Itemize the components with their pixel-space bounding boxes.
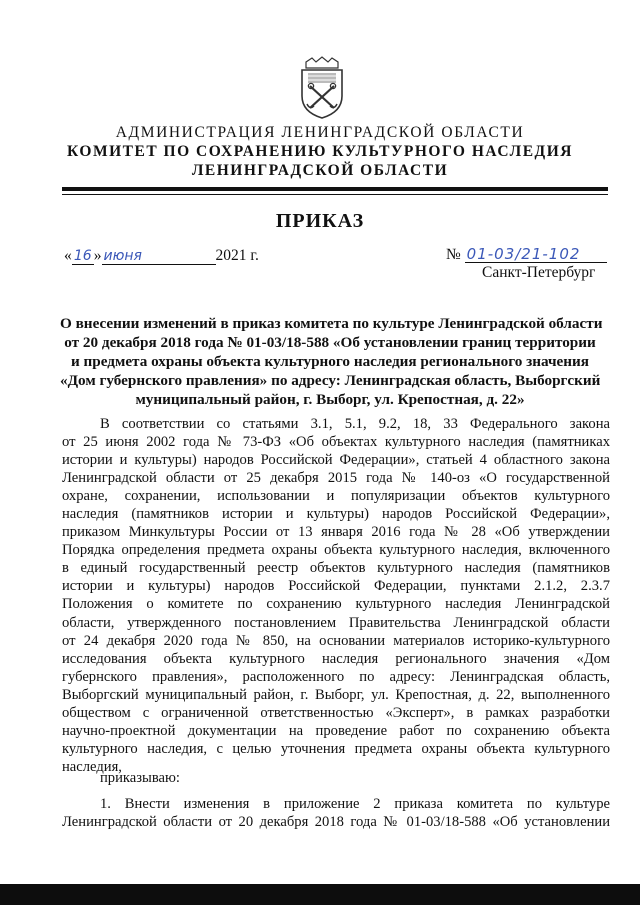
org-line-committee: КОМИТЕТ ПО СОХРАНЕНИЮ КУЛЬТУРНОГО НАСЛЕДИЯ [67, 143, 573, 160]
body-line: культурного наследия, с целью уточнения предмета охраны объекта культурного [62, 740, 610, 757]
header-divider-thin [62, 194, 608, 195]
date-open-quote: « [64, 247, 72, 264]
date-month: июня [102, 248, 216, 265]
body-line: истории и культуры) народов Российской Федерации», статьей 4 областного закона [62, 452, 610, 469]
body-line: охране, сохранении, использовании и популяризации объектов культурного [62, 488, 610, 505]
number-value: 01-03/21-102 [465, 246, 607, 263]
org-line-region: ЛЕНИНГРАДСКОЙ ОБЛАСТИ [191, 162, 449, 179]
body-line: В соответствии со статьями 3.1, 5.1, 9.2, 18, 33 Федерального закона [100, 416, 610, 432]
date-year: 2021 г. [215, 247, 259, 264]
body-line: Ленинградской области от 25 декабря 2015 года № 140-оз «О государственной [62, 470, 610, 487]
body-line: в единый государственный реестр объектов культурного наследия (памятников [62, 560, 610, 577]
body-line: истории и культуры) народов Российской Федерации, пунктами 2.1.2, 2.3.7 [62, 578, 610, 595]
order-number [446, 246, 607, 264]
body-line: Выборгский муниципальный район, г. Выборг, ул. Крепостная, д. 22, выполненного [62, 686, 610, 703]
body-line: от 25 июня 2002 года № 73-ФЗ «Об объектах культурного наследия (памятниках [62, 434, 610, 451]
item-line: Ленинградской области от 20 декабря 2018 года № 01-03/18-588 «Об установлении [62, 814, 610, 831]
order-item-1 [62, 795, 610, 831]
scan-bottom-edge [0, 884, 640, 905]
body-line: Положения о комитете по сохранению культурного наследия Ленинградской [62, 596, 610, 613]
subject-line: муниципальный район, г. Выборг, ул. Крепостная, д. 22» [135, 391, 525, 408]
date-day: 16 [72, 248, 94, 265]
place-of-issue: Санкт-Петербург [482, 264, 596, 281]
order-date [64, 247, 259, 265]
subject-line: и предмета охраны объекта культурного наследия регионального значения [71, 353, 589, 370]
number-prefix: № [446, 246, 461, 263]
decree-word: приказываю: [100, 770, 180, 786]
subject-line: «Дом губернского правления» по адресу: Ленинградская область, Выборгский [60, 372, 601, 389]
body-line: исследования объекта культурного наследия регионального значения «Дом [62, 650, 610, 667]
coat-of-arms-icon [298, 56, 346, 120]
subject-line: от 20 декабря 2018 года № 01-03/18-588 «Об установлении границ территории [64, 334, 596, 351]
body-line: области, утвержденного постановлением Правительства Ленинградской области [62, 614, 610, 631]
date-close-quote: » [93, 247, 102, 264]
header-divider-thick [62, 187, 608, 191]
body-line: наследия, [62, 758, 122, 775]
body-line: наследия (памятников истории и культуры) народов Российской Федерации», [62, 506, 610, 523]
subject-line: О внесении изменений в приказ комитета по культуре Ленинградской области [60, 315, 603, 332]
body-line: Порядка определения предмета охраны объекта культурного наследия, включенного [62, 542, 610, 559]
item-line: 1. Внести изменения в приложение 2 приказа комитета по культуре [100, 796, 610, 812]
body-line: приказом Минкультуры России от 13 января 2016 года № 28 «Об утверждении [62, 524, 610, 541]
org-line-administration: АДМИНИСТРАЦИЯ ЛЕНИНГРАДСКОЙ ОБЛАСТИ [115, 124, 525, 141]
body-line: обществом с ограниченной ответственностью «Эксперт», в рамках разработки [62, 704, 610, 721]
document-title: ПРИКАЗ [275, 210, 365, 232]
body-line: губернского правления», расположенного по адресу: Ленинградская область, [62, 668, 610, 685]
order-subject [60, 314, 603, 409]
body-line: от 24 декабря 2020 года № 850, на основании материалов историко-культурного [62, 632, 610, 649]
preamble-paragraph [62, 415, 610, 776]
body-line: научно-проектной документации на проведение работ по сохранению объекта [62, 722, 610, 739]
